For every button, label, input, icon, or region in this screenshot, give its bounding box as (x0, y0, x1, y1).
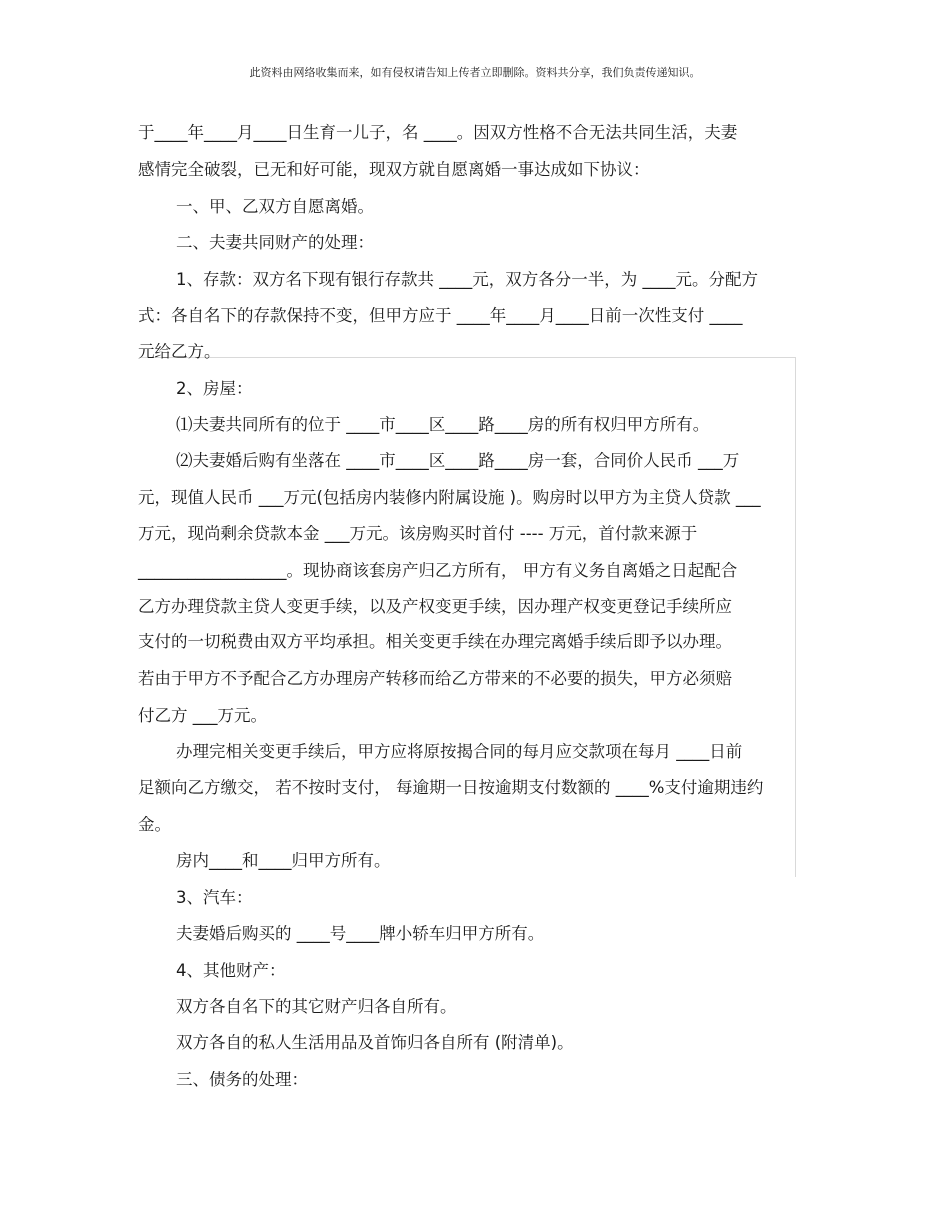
text-line: 1、存款：双方名下现有银行存款共 ____元，双方各分一半，为 ____元。分配方 (176, 270, 758, 289)
text-line: 于____年____月____日生育一儿子，名 ____。因双方性格不合无法共同生活，夫妻 (138, 123, 738, 142)
text-line: 万元，现尚剩余贷款本金 ___万元。该房购买时首付 ---- 万元，首付款来源于 (138, 524, 698, 543)
text-line: 2、房屋： (176, 379, 253, 398)
text-line: 支付的一切税费由双方平均承担。相关变更手续在办理完离婚手续后即予以办理。 (138, 632, 732, 651)
text-line: 双方各自的私人生活用品及首饰归各自所有 (附清单)。 (176, 1033, 574, 1052)
text-line: 一、甲、乙双方自愿离婚。 (176, 197, 374, 216)
text-line: 足额向乙方缴交， 若不按时支付， 每逾期一日按逾期支付数额的 ____%支付逾期违约 (138, 778, 764, 797)
text-line: 元，现值人民币 ___万元(包括房内装修内附属设施 )。购房时以甲方为主贷人贷款 ___ (138, 488, 761, 507)
text-line: 4、其他财产： (176, 961, 286, 980)
text-line: 式：各自名下的存款保持不变，但甲方应于 ____年____月____日前一次性支付 ____ (138, 306, 743, 325)
text-line: 若由于甲方不予配合乙方办理房产转移而给乙方带来的不必要的损失，甲方必须赔 (138, 669, 732, 688)
text-line: 乙方办理贷款主贷人变更手续，以及产权变更手续，因办理产权变更登记手续所应 (138, 597, 732, 616)
header-notice: 此资料由网络收集而来，如有侵权请告知上传者立即删除。资料共分享，我们负责传递知识。 (249, 66, 701, 79)
text-line: ⑵夫妻婚后购有坐落在 ____市____区____路____房一套，合同价人民币 ___万 (176, 451, 740, 470)
text-line: 办理完相关变更手续后，甲方应将原按揭合同的每月应交款项在每月 ____日前 (176, 742, 743, 761)
text-line: 夫妻婚后购买的 ____号____牌小轿车归甲方所有。 (176, 924, 545, 943)
text-line: 元给乙方。 (138, 342, 221, 361)
text-line: 金。 (138, 815, 171, 834)
text-line: 房内____和____归甲方所有。 (176, 851, 391, 870)
frame-border-right (795, 357, 796, 877)
frame-border-top (140, 357, 796, 358)
text-line: __________________。现协商该套房产归乙方所有， 甲方有义务自离婚之日起配合 (138, 561, 738, 580)
text-line: 二、夫妻共同财产的处理： (176, 233, 374, 252)
text-line: 3、汽车： (176, 888, 253, 907)
text-line: 感情完全破裂，已无和好可能，现双方就自愿离婚一事达成如下协议： (138, 160, 650, 179)
text-line: 双方各自名下的其它财产归各自所有。 (176, 997, 457, 1016)
text-line: 三、债务的处理： (176, 1070, 308, 1089)
text-line: ⑴夫妻共同所有的位于 ____市____区____路____房的所有权归甲方所有。 (176, 415, 710, 434)
text-line: 付乙方 ___万元。 (138, 706, 267, 725)
